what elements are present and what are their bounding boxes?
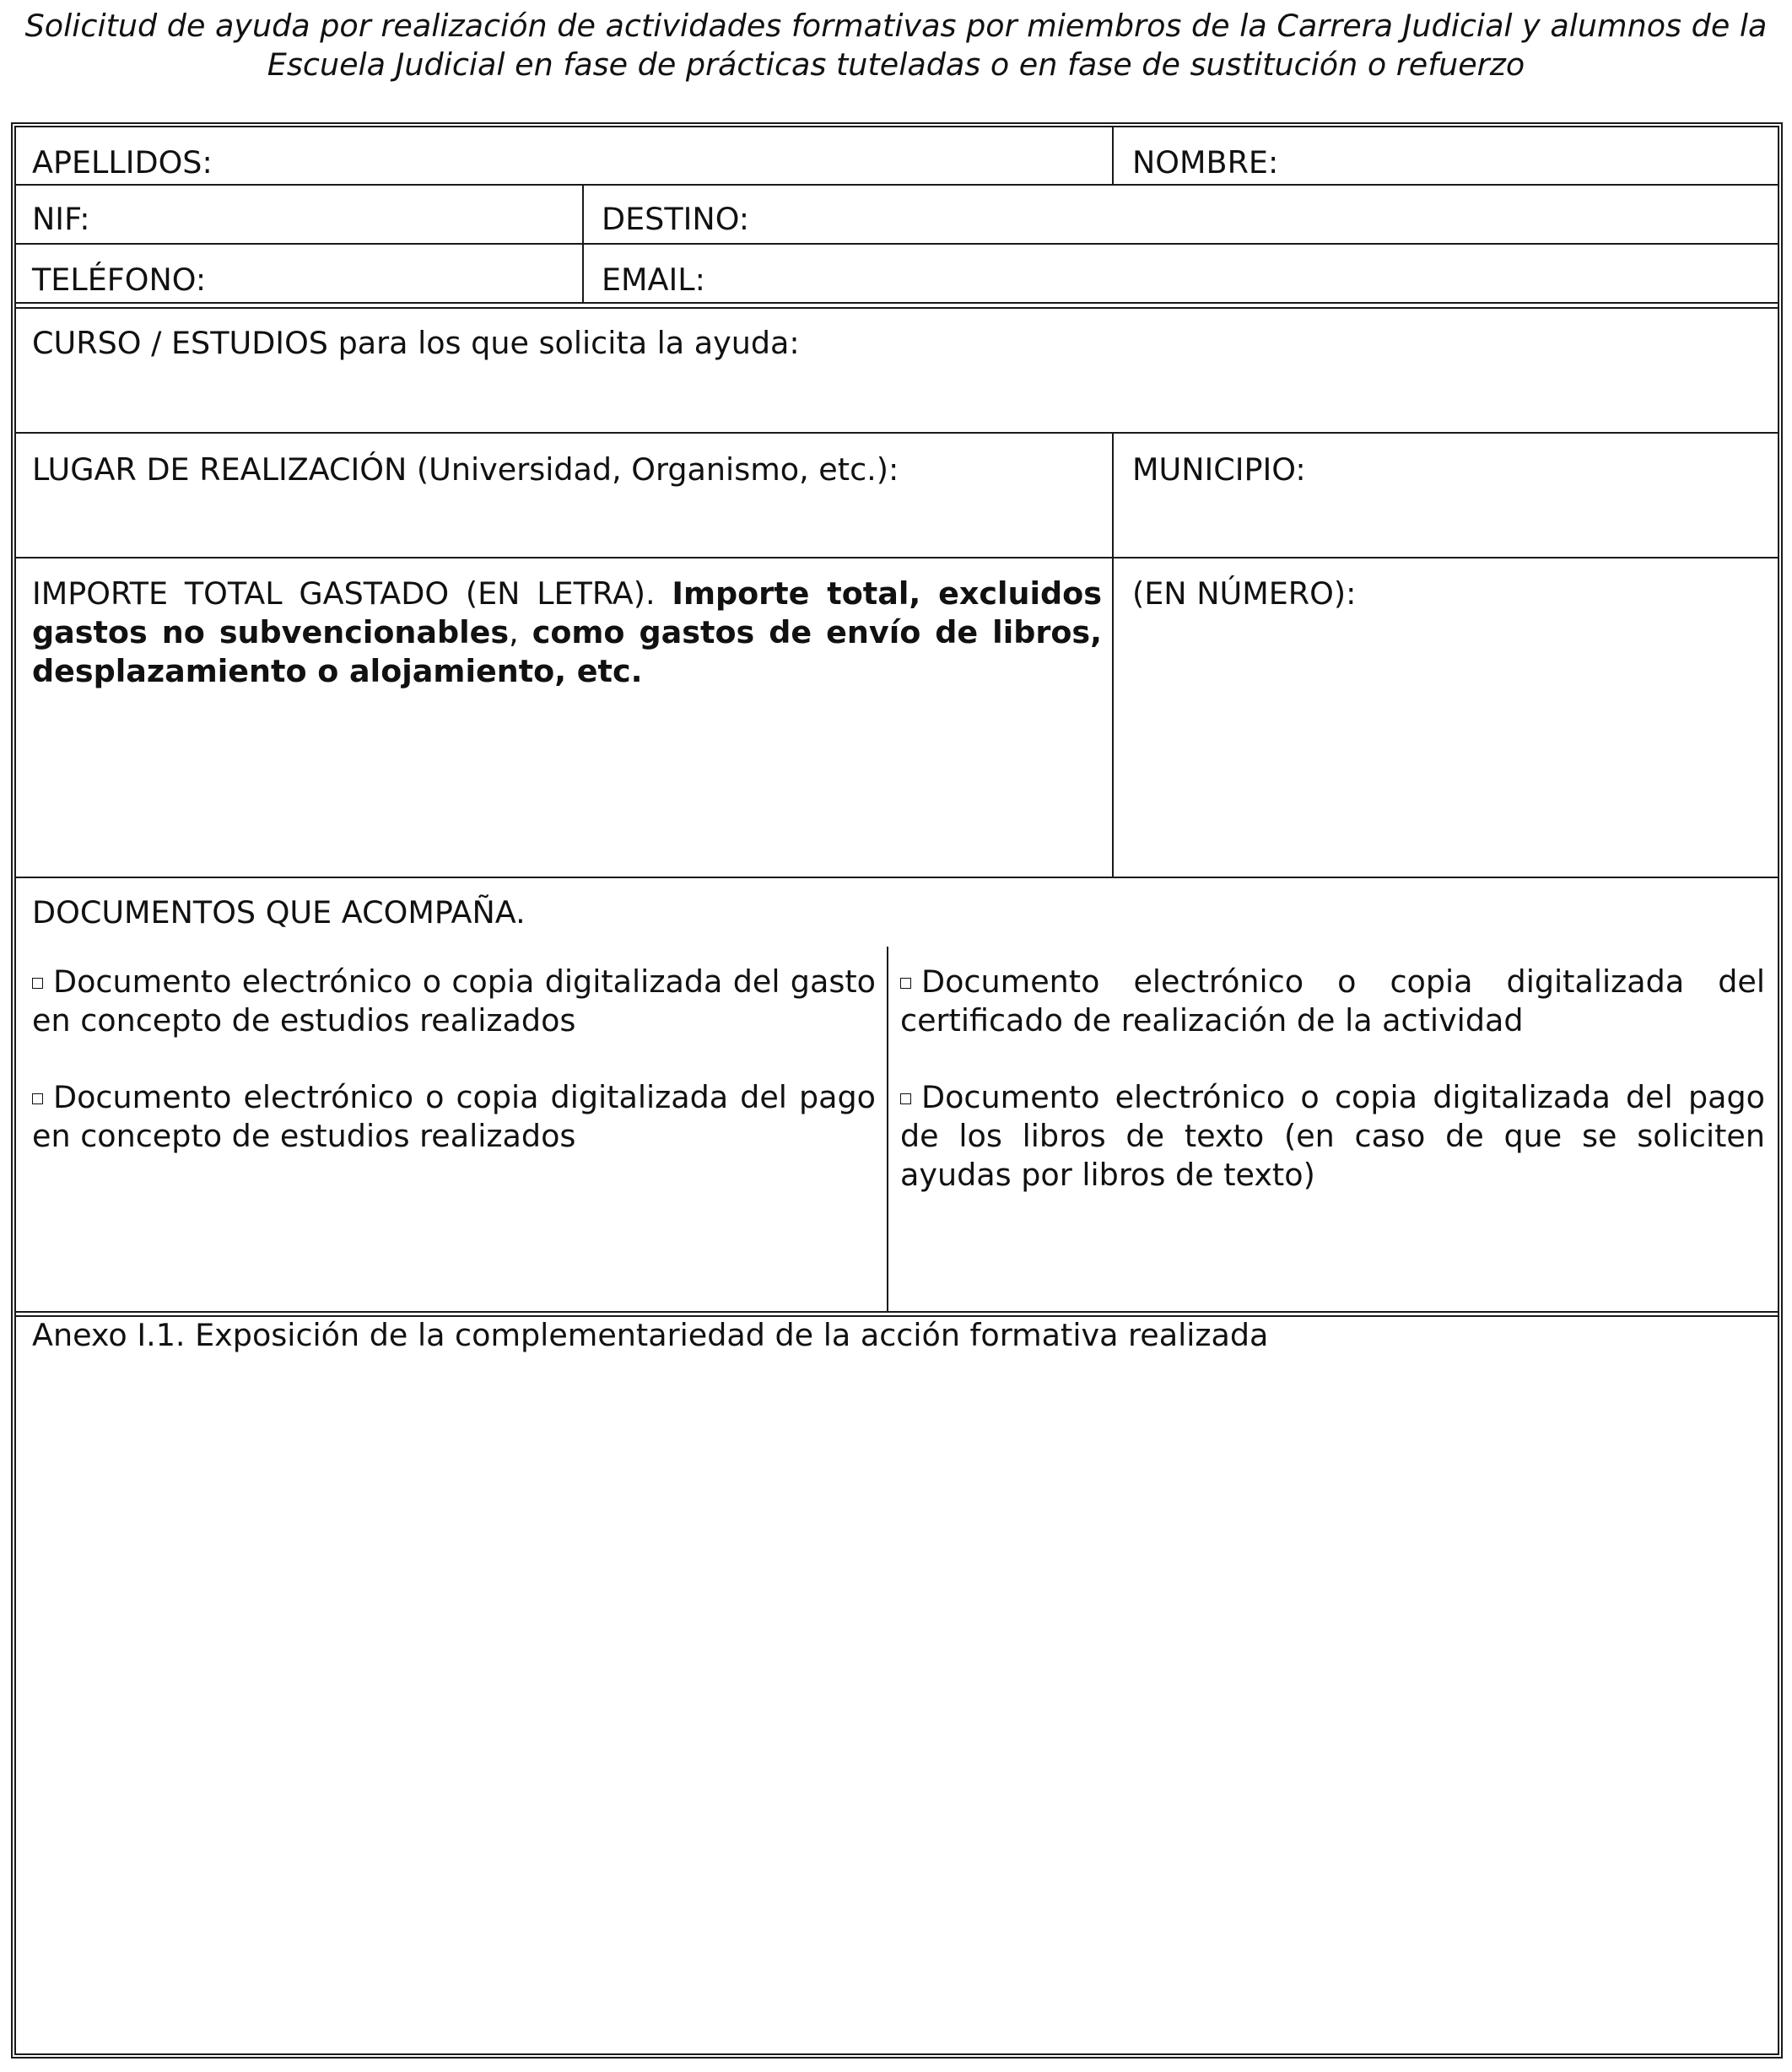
inner-right-border xyxy=(1778,126,1779,2055)
document-option[interactable] xyxy=(900,963,1765,1040)
importe-letra-label xyxy=(32,575,1102,691)
nombre-label: NOMBRE: xyxy=(1132,144,1279,181)
curso-label: CURSO / ESTUDIOS para los que solicita la ayuda: xyxy=(32,325,800,361)
row-divider xyxy=(14,243,1779,245)
checkbox-icon[interactable] xyxy=(32,1093,43,1104)
checkbox-icon[interactable] xyxy=(900,978,911,989)
row-divider xyxy=(14,1311,1779,1313)
document-option-label: Documento electrónico o copia digitalizada del gasto en concepto de estudios realizados xyxy=(32,963,876,1039)
apellidos-label: APELLIDOS: xyxy=(32,144,213,181)
form-title-line-2: Escuela Judicial en fase de prácticas tuteladas o en fase de sustitución o refuerzo xyxy=(267,46,1525,83)
destino-label: DESTINO: xyxy=(602,201,750,237)
document-option-label: Documento electrónico o copia digitalizada del pago de los libros de texto (en caso de que se soliciten ayudas por libros de texto) xyxy=(900,1079,1765,1193)
row-divider xyxy=(14,877,1779,878)
municipio-label: MUNICIPIO: xyxy=(1132,451,1306,488)
document-option[interactable] xyxy=(32,1078,876,1156)
checkbox-icon[interactable] xyxy=(32,978,43,989)
anexo-label: Anexo I.1. Exposición de la complementariedad de la acción formativa realizada xyxy=(32,1317,1269,1353)
document-option[interactable] xyxy=(32,963,876,1040)
importe-letra-text: IMPORTE TOTAL GASTADO (EN LETRA). xyxy=(32,575,656,612)
form-title-line-1: Solicitud de ayuda por realización de actividades formativas por miembros de la Carrera Judicial y alumnos de la xyxy=(24,8,1768,44)
inner-bottom-border xyxy=(14,2053,1779,2055)
row-divider xyxy=(14,307,1779,309)
column-divider xyxy=(887,947,888,1313)
form-title xyxy=(0,7,1792,84)
column-divider xyxy=(582,184,584,304)
row-divider xyxy=(14,557,1779,558)
checkbox-icon[interactable] xyxy=(900,1093,911,1104)
row-divider xyxy=(14,432,1779,434)
column-divider xyxy=(1112,126,1114,185)
importe-note-comma: , xyxy=(509,614,519,650)
documentos-heading: DOCUMENTOS QUE ACOMPAÑA. xyxy=(32,894,526,931)
importe-numero-label: (EN NÚMERO): xyxy=(1132,575,1357,612)
document-option-label: Documento electrónico o copia digitalizada del pago en concepto de estudios realizados xyxy=(32,1079,876,1154)
inner-left-border xyxy=(14,126,16,2055)
document-option[interactable] xyxy=(900,1078,1765,1195)
document-option-label: Documento electrónico o copia digitalizada del certificado de realización de la actividad xyxy=(900,963,1765,1039)
nif-label: NIF: xyxy=(32,201,90,237)
lugar-label: LUGAR DE REALIZACIÓN (Universidad, Organismo, etc.): xyxy=(32,451,899,488)
row-divider xyxy=(14,184,1779,186)
column-divider xyxy=(1112,432,1114,878)
inner-top-border xyxy=(14,126,1779,127)
importe-note-bold-1: Importe total, excluidos gastos no subvencionables xyxy=(32,575,1102,650)
email-label: EMAIL: xyxy=(602,262,705,298)
row-divider xyxy=(14,302,1779,304)
telefono-label: TELÉFONO: xyxy=(32,262,207,298)
importe-note-bold-2: como gastos de envío de libros, desplazamiento o alojamiento, etc. xyxy=(32,614,1103,689)
